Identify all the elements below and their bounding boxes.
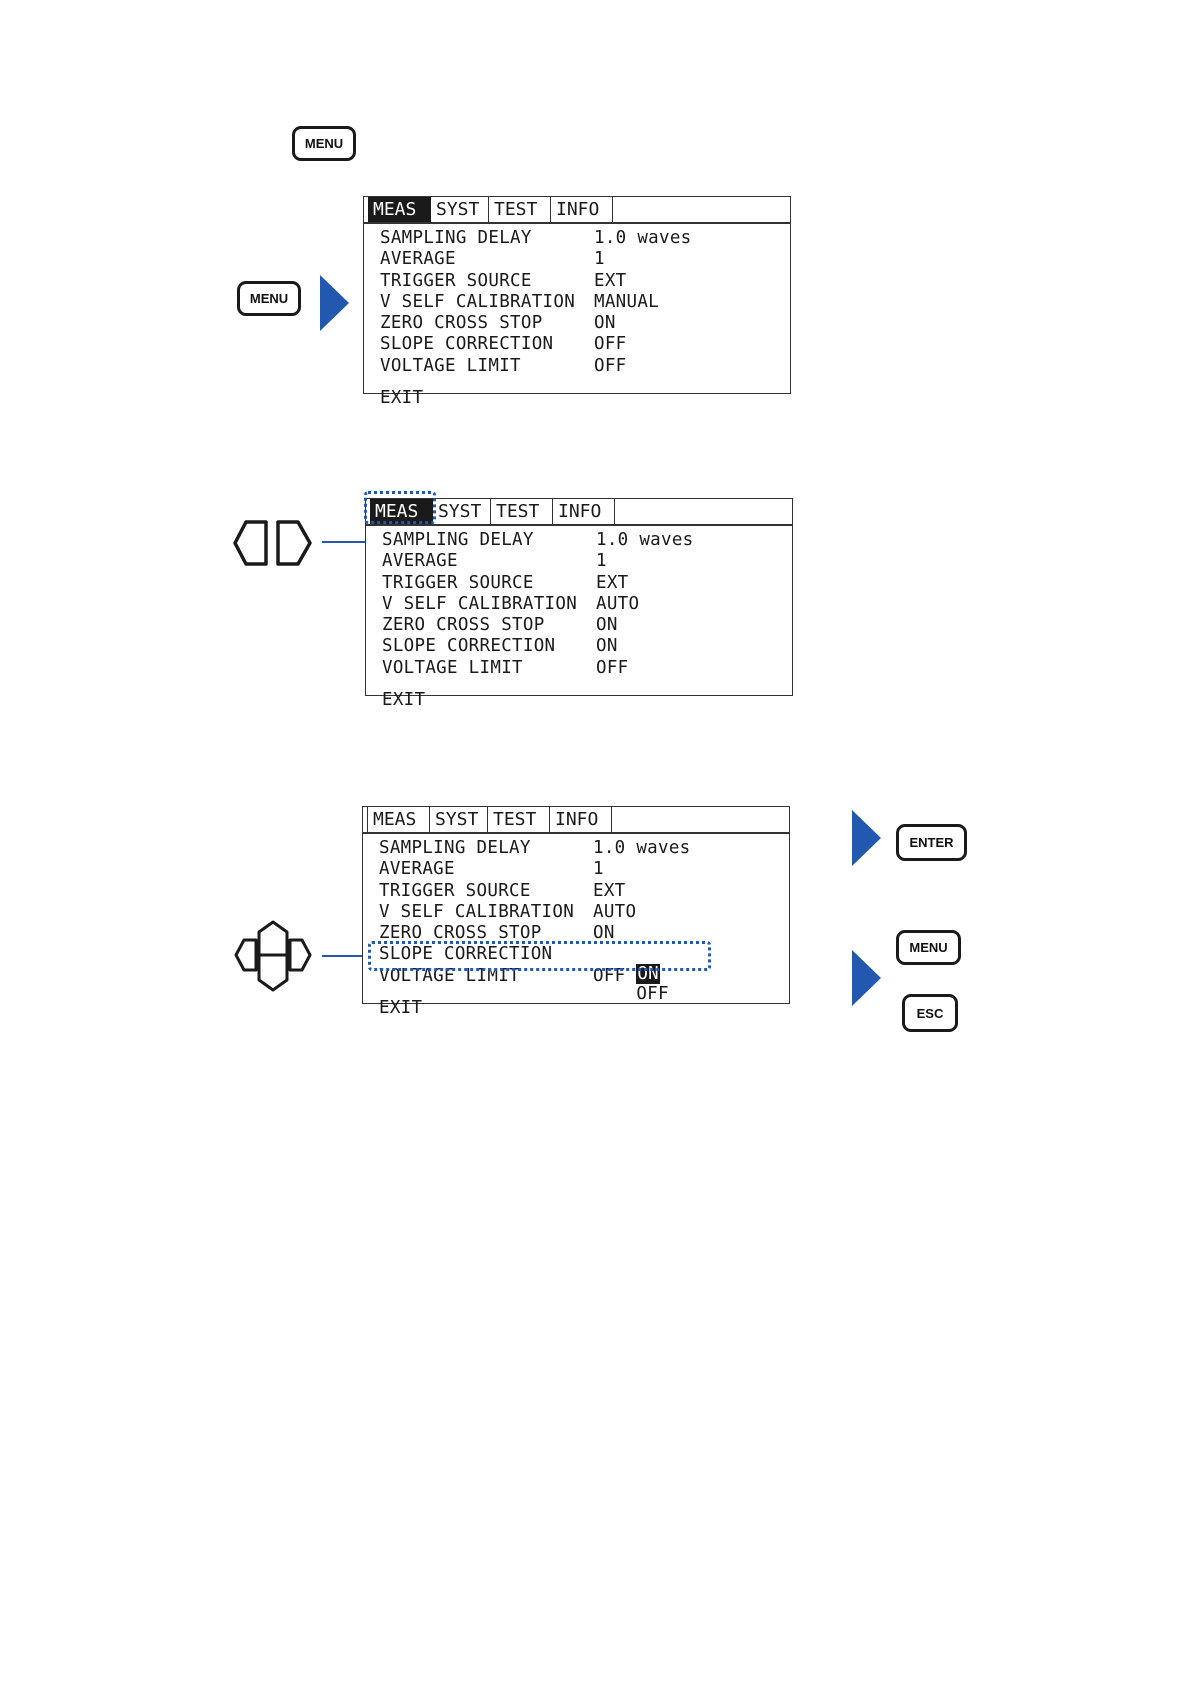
tab-bar	[364, 197, 790, 224]
left-right-cursor-keys-icon[interactable]	[232, 519, 314, 567]
row-label: AVERAGE	[382, 551, 458, 571]
row-label: VOLTAGE LIMIT	[379, 966, 520, 986]
menu-key-top[interactable]: MENU	[292, 126, 356, 161]
lcd-screen-1	[363, 196, 791, 408]
row-label: SLOPE CORRECTION	[382, 636, 556, 656]
row-label: ZERO CROSS STOP	[379, 923, 542, 943]
tab-test[interactable]: TEST	[488, 807, 550, 832]
row-label: ZERO CROSS STOP	[382, 615, 545, 635]
row-label: V SELF CALIBRATION	[382, 594, 578, 614]
enter-key[interactable]: ENTER	[896, 824, 967, 861]
row-label: TRIGGER SOURCE	[380, 271, 532, 291]
tab-meas[interactable]: MEAS	[367, 807, 430, 832]
row-label: SAMPLING DELAY	[379, 838, 531, 858]
row-value: 1.0 waves	[593, 838, 691, 858]
row-label: VOLTAGE LIMIT	[382, 658, 523, 678]
row-value: AUTO	[596, 594, 640, 614]
row-value: ON	[596, 615, 618, 635]
row-label: AVERAGE	[379, 859, 455, 879]
tab-test[interactable]: TEST	[491, 499, 553, 524]
row-label: TRIGGER SOURCE	[379, 881, 531, 901]
tab-syst[interactable]: SYST	[431, 197, 489, 222]
row-value: AUTO	[593, 902, 637, 922]
row-label: V SELF CALIBRATION	[380, 292, 576, 312]
tab-test[interactable]: TEST	[489, 197, 551, 222]
exit-item[interactable]: EXIT	[380, 388, 424, 408]
option-on-selected[interactable]: ON	[637, 964, 660, 984]
step-arrow-icon	[852, 810, 881, 866]
lcd-screen-3	[362, 806, 790, 1018]
tab-info[interactable]: INFO	[551, 197, 613, 222]
row-label: ZERO CROSS STOP	[380, 313, 543, 333]
exit-item[interactable]: EXIT	[382, 690, 426, 710]
menu-key[interactable]: MENU	[896, 930, 961, 965]
row-label: SAMPLING DELAY	[380, 228, 532, 248]
tab-info[interactable]: INFO	[553, 499, 615, 524]
step-arrow-icon	[852, 950, 881, 1006]
row-label: VOLTAGE LIMIT	[380, 356, 521, 376]
row-value: OFF	[596, 658, 629, 678]
slope-correction-highlight	[368, 941, 711, 971]
row-value: EXT	[593, 881, 626, 901]
row-value: OFF	[593, 966, 626, 986]
four-way-cursor-keys-icon[interactable]	[232, 920, 314, 992]
row-value: OFF	[594, 356, 627, 376]
row-label: SAMPLING DELAY	[382, 530, 534, 550]
tab-meas[interactable]: MEAS	[370, 499, 433, 524]
tab-info[interactable]: INFO	[550, 807, 612, 832]
row-value: ON	[596, 636, 618, 656]
row-value: 1	[594, 249, 605, 269]
row-value: EXT	[594, 271, 627, 291]
row-value: 1	[593, 859, 604, 879]
row-value: ON	[593, 923, 615, 943]
esc-key[interactable]: ESC	[902, 994, 958, 1032]
row-value: 1.0 waves	[596, 530, 694, 550]
row-label: SLOPE CORRECTION	[380, 334, 554, 354]
meas-tab-highlight	[364, 491, 436, 524]
row-label: TRIGGER SOURCE	[382, 573, 534, 593]
row-value: 1.0 waves	[594, 228, 692, 248]
option-off[interactable]: OFF	[636, 984, 669, 1004]
menu-key-step1[interactable]: MENU	[237, 281, 301, 316]
row-value: EXT	[596, 573, 629, 593]
row-label: V SELF CALIBRATION	[379, 902, 575, 922]
slope-correction-label[interactable]: SLOPE CORRECTION	[379, 944, 553, 964]
row-value: 1	[596, 551, 607, 571]
row-value: ON	[594, 313, 616, 333]
row-label: AVERAGE	[380, 249, 456, 269]
step-arrow-icon	[320, 275, 349, 331]
tab-syst[interactable]: SYST	[433, 499, 491, 524]
tab-syst[interactable]: SYST	[430, 807, 488, 832]
row-value: OFF	[594, 334, 627, 354]
tab-meas[interactable]: MEAS	[368, 197, 431, 222]
tab-bar	[363, 807, 789, 834]
exit-item[interactable]: EXIT	[379, 998, 423, 1018]
row-value: MANUAL	[594, 292, 660, 312]
lcd-screen-2	[365, 498, 793, 710]
